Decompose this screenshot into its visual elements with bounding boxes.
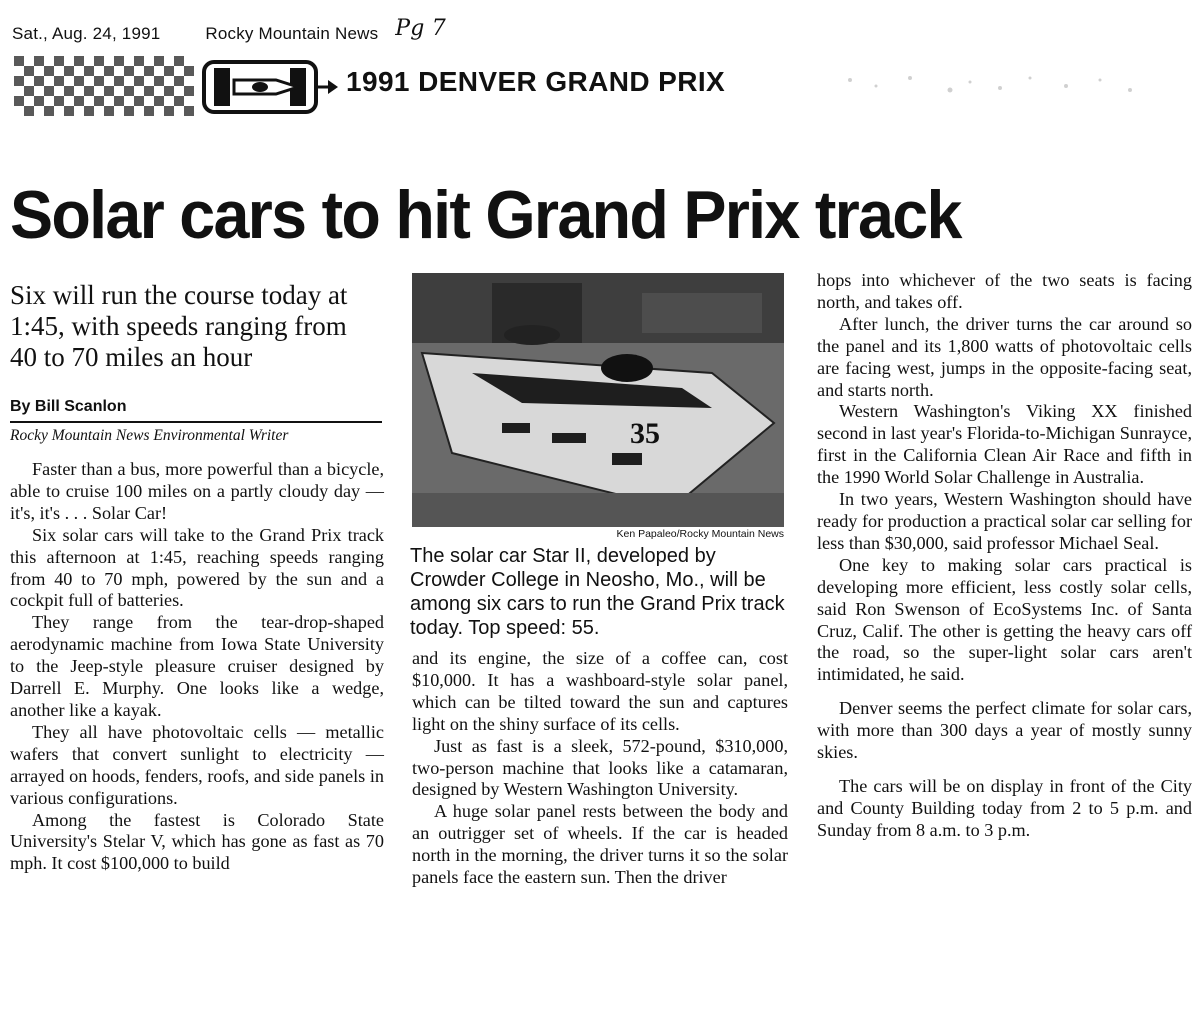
paragraph: In two years, Western Washington should have ready for production a practical solar car selling for less than $30,000, said professor Michael Seal. — [817, 489, 1192, 553]
handwritten-page-note: Pg 7 — [395, 16, 446, 41]
checkered-flag-race-car-icon — [14, 44, 344, 124]
byline-rule — [10, 421, 382, 423]
paragraph: Just as fast is a sleek, 572-pound, $310,000, two-person machine that looks like a catamaran, designed by Western Washington University. — [412, 735, 788, 800]
article-column-1 — [10, 459, 384, 875]
photo-credit: Ken Papaleo/Rocky Mountain News — [616, 528, 784, 540]
paragraph: Among the fastest is Colorado State University's Stelar V, which has gone as fast as 70 mph. It cost $100,000 to build — [10, 809, 384, 874]
article-column-2 — [412, 648, 788, 889]
newspaper-name: Rocky Mountain News — [205, 24, 379, 43]
solar-car-photo — [412, 273, 784, 527]
section-header: 1991 DENVER GRAND PRIX — [346, 66, 726, 97]
paragraph: Western Washington's Viking XX finished second in last year's Florida-to-Michigan Sunrayce, first in the California Clean Air Race and fifth in the 1990 World Solar Challenge in Australia. — [817, 401, 1193, 488]
paragraph: Denver seems the perfect climate for solar cars, with more than 300 days a year of mostly sunny skies. — [817, 698, 1192, 763]
paragraph: Six solar cars will take to the Grand Prix track this afternoon at 1:45, reaching speeds ranging from 40 to 70 mph, powered by the sun and a cockpit full of batteries. — [10, 524, 384, 611]
article-column-3 — [817, 270, 1192, 842]
paragraph: A huge solar panel rests between the body and an outrigger set of wheels. If the car is headed north in the morning, the driver turns it so the solar panels face the eastern sun. Then the driver — [412, 801, 788, 888]
dateline — [12, 16, 446, 45]
solar-car-illustration — [412, 273, 784, 527]
paragraph: After lunch, the driver turns the car around so the panel and its 1,800 watts of photovoltaic cells are facing west, jumps in the opposite-facing seat, and starts north. — [817, 313, 1192, 400]
print-smudge — [830, 60, 1150, 110]
car-number-label: 35 — [630, 417, 660, 450]
byline: By Bill Scanlon — [10, 398, 127, 415]
paragraph: and its engine, the size of a coffee can, cost $10,000. It has a washboard-style solar panel, which can be tilted toward the sun and captures light on the shiny surface of its cells. — [412, 648, 788, 734]
paragraph: hops into whichever of the two seats is facing north, and takes off. — [817, 270, 1192, 312]
subheadline: Six will run the course today at 1:45, with speeds ranging from 40 to 70 miles an hour — [10, 280, 348, 372]
paragraph: Faster than a bus, more powerful than a bicycle, able to cruise 100 miles on a partly cloudy day — it's, it's . . . Solar Car! — [10, 459, 384, 523]
issue-date: Sat., Aug. 24, 1991 — [12, 24, 161, 43]
paragraph: One key to making solar cars practical is developing more efficient, less costly solar cells, said Ron Swenson of EcoSystems Inc. of Santa Cruz, Calif. The other is getting the heavy cars off the road, so the super-light solar cars aren't intimidated, he said. — [817, 554, 1192, 685]
paragraph: The cars will be on display in front of the City and County Building today from 2 to 5 p.m. and Sunday from 8 a.m. to 3 p.m. — [817, 775, 1192, 840]
photo-caption: The solar car Star II, developed by Crowder College in Neosho, Mo., will be among six cars to run the Grand Prix track today. Top speed: 55. — [410, 545, 785, 639]
paragraph: They all have photovoltaic cells — metallic wafers that convert sunlight to electricity — arrayed on hoods, fenders, roofs, and side panels in various configurations. — [10, 721, 384, 808]
paragraph: They range from the tear-drop-shaped aerodynamic machine from Iowa State University to the Jeep-style pleasure cruiser designed by Darrell E. Murphy. One looks like a wedge, another like a kayak. — [10, 612, 384, 720]
headline: Solar cars to hit Grand Prix track — [10, 177, 961, 253]
byline-title: Rocky Mountain News Environmental Writer — [10, 427, 289, 444]
